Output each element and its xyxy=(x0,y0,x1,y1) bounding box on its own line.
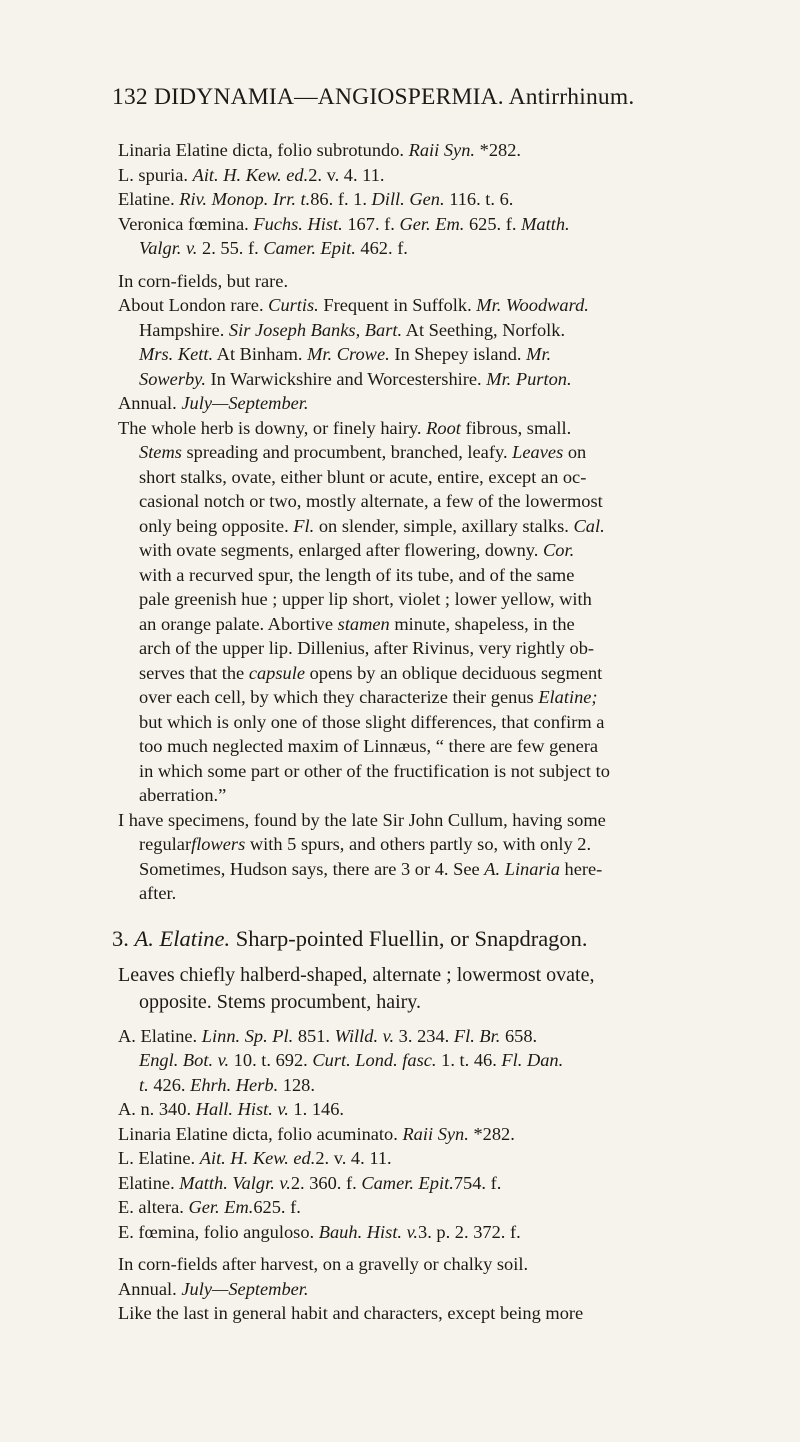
duration-line: Annual. July—September. xyxy=(118,1278,309,1299)
duration-line: Annual. July—September. xyxy=(118,393,309,413)
species-diagnosis: Leaves chiefly halberd-shaped, alternate ; lowermost ovate, opposite. Stems procumbent, hairy. xyxy=(118,963,595,1013)
synonym-line: Engl. Bot. v. 10. t. 692. Curt. Lond. fasc. 1. t. 46. Fl. Dan. xyxy=(139,1050,564,1070)
species-name: A. Elatine. xyxy=(134,925,231,951)
synonym-line: A. Elatine. Linn. Sp. Pl. 851. Willd. v. 3. 234. Fl. Br. 658. xyxy=(118,1025,538,1046)
species-number: 3. xyxy=(112,925,129,951)
note-paragraph: I have specimens, found by the late Sir John Cullum, having some regularflowers with 5 spurs, and others partly so, with only 2. Sometimes, Hudson says, there are 3 or 4. See A. Linaria here- after. xyxy=(118,809,606,903)
locality-line: Mrs. Kett. At Binham. Mr. Crowe. In Shepey island. Mr. xyxy=(139,344,552,364)
genus-name: Antirrhinum. xyxy=(508,84,635,110)
synonym-block-b xyxy=(118,1024,718,1245)
synonym-line: E. altera. Ger. Em.625. f. xyxy=(118,1197,301,1217)
locality-line: About London rare. Curtis. Frequent in Suffolk. Mr. Woodward. xyxy=(118,295,589,315)
synonym-line: L. spuria. Ait. H. Kew. ed.2. v. 4. 11. xyxy=(118,164,385,185)
page-body xyxy=(112,138,718,1326)
locality-line: Hampshire. Sir Joseph Banks, Bart. At Seething, Norfolk. xyxy=(139,319,566,340)
species-heading xyxy=(112,924,718,954)
species-common-name: Sharp-pointed Fluellin, or Snapdragon. xyxy=(235,925,588,951)
synonym-line: Elatine. Riv. Monop. Irr. t.86. f. 1. Dill. Gen. 116. t. 6. xyxy=(118,189,514,209)
synonym-line: Elatine. Matth. Valgr. v.2. 360. f. Camer. Epit.754. f. xyxy=(118,1172,502,1193)
running-header xyxy=(112,84,712,111)
description-paragraph: The whole herb is downy, or finely hairy. Root fibrous, small. Stems spreading and procumbent, branched, leafy. Leaves on short stalks, ovate, either blunt or acute, entire, except an oc- casional notch or two, mostly alternate, a few of the lowermost only being opposite. Fl. on slender, simple, axillary stalks. Cal. with ovate segments, enlarged after flowering, downy. Cor. with a recurved spur, the length of its tube, and of the same pale greenish hue ; upper lip short, violet ; lower yellow, with an orange palate. Abortive stamen minute, shapeless, in the arch of the upper lip. Dillenius, after Rivinus, very rightly ob- serves that the capsule opens by an oblique deciduous segment over each cell, by which they characterize their genus Elatine; but which is only one of those slight differences, that confirm a too much neglected maxim of Linnæus, “ there are few genera in which some part or other of the fructification is not subject to aberration.” xyxy=(118,417,610,805)
final-line: Like the last in general habit and characters, except being more xyxy=(118,1303,584,1323)
running-title: DIDYNAMIA—ANGIOSPERMIA. xyxy=(153,84,504,110)
localities-block xyxy=(118,293,718,391)
synonym-line: Valgr. v. 2. 55. f. Camer. Epit. 462. f. xyxy=(139,238,408,258)
synonym-line: A. n. 340. Hall. Hist. v. 1. 146. xyxy=(118,1099,344,1119)
page-number: 132 xyxy=(112,84,148,110)
synonym-block-a xyxy=(118,138,718,261)
habitat-line: In corn-fields, but rare. xyxy=(118,270,289,291)
synonym-line: L. Elatine. Ait. H. Kew. ed.2. v. 4. 11. xyxy=(118,1148,392,1168)
habitat-line: In corn-fields after harvest, on a gravelly or chalky soil. xyxy=(118,1254,529,1274)
synonym-line: Linaria Elatine dicta, folio subrotundo. Raii Syn. *282. xyxy=(118,140,522,160)
synonym-line: Linaria Elatine dicta, folio acuminato. Raii Syn. *282. xyxy=(118,1123,515,1144)
synonym-line: Veronica fœmina. Fuchs. Hist. 167. f. Ger. Em. 625. f. Matth. xyxy=(118,213,570,234)
locality-line: Sowerby. In Warwickshire and Worcestershire. Mr. Purton. xyxy=(139,368,572,389)
synonym-line: t. 426. Ehrh. Herb. 128. xyxy=(139,1074,315,1095)
synonym-line: E. fœmina, folio anguloso. Bauh. Hist. v.3. p. 2. 372. f. xyxy=(118,1221,521,1242)
